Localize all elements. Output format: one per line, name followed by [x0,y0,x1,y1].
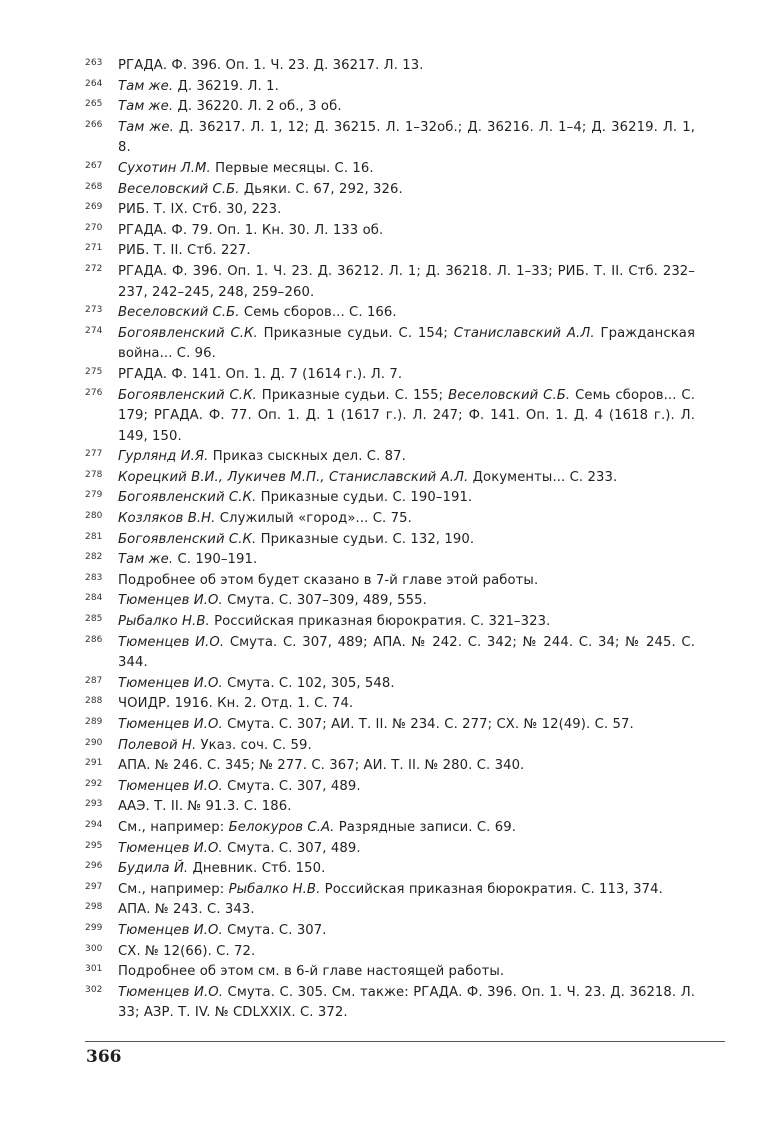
footnote-number: 278 [85,469,103,480]
footnote-citation: Российская приказная бюрократия. С. 321–323. [209,614,551,630]
footnote-citation: Служилый «город»... С. 75. [215,511,412,527]
footnote-citation-italic: Рыбалко Н.В. [228,881,321,897]
footnote-citation: Дневник. Стб. 150. [188,861,326,877]
footnote-text [118,550,695,571]
footnote-text [118,859,695,880]
footnote-citation: РИБ. Т. IX. Стб. 30, 223. [118,202,282,218]
footnote-number: 284 [85,593,103,604]
footnote-citation: Приказные судьи. С. 154; [257,325,454,341]
footnote-text [118,221,695,242]
footnote-number: 277 [85,449,103,460]
footnote-citation-italic: Тюменцев И.О. [118,675,223,691]
footnote-citation-italic: Там же. [118,78,174,94]
footnote-citation-italic: Тюменцев И.О. [118,593,223,609]
footnote-text [118,633,695,674]
footnote-text [118,200,695,221]
footnote-citation: Д. 36217. Л. 1, 12; Д. 36215. Л. 1–32об.; Д. 36216. Л. 1–4; Д. 36219. Л. 1, 8. [118,119,695,156]
footnote-number: 291 [85,758,103,769]
footnote-citation: АПА. № 243. С. 343. [118,902,255,918]
footnote-number: 282 [85,552,103,563]
footnote-citation-italic: Богоявленский С.К. [118,490,257,506]
footnote-citation-italic: Там же. [118,552,174,568]
footnote-text [118,77,695,98]
footnote-citation: Приказные судьи. С. 132, 190. [256,531,475,547]
footnote-citation-italic: Будила Й. [118,861,189,877]
footnote-text [118,56,695,77]
footnote-citation-italic: Тюменцев И.О. [118,840,223,856]
footnote [85,509,695,530]
footnote-text [118,777,695,798]
footnote-number: 263 [85,58,103,68]
footnote [85,715,695,736]
footnote-number: 299 [85,922,103,933]
footnote [85,303,695,324]
footnote-number: 270 [85,222,103,233]
footnote-citation-italic: Там же. [118,119,174,135]
footnote-text [118,694,695,715]
footnote-citation: Смута. С. 307, 489. [222,840,361,856]
footnote-text [118,324,695,365]
footnote-citation-italic: Веселовский С.Б. [448,387,571,403]
footnote-text [118,736,695,757]
footnote [85,241,695,262]
footnote-citation: Разрядные записи. С. 69. [334,819,516,835]
footnote [85,447,695,468]
footnote-number: 288 [85,696,103,707]
footnote-citation: РГАДА. Ф. 396. Оп. 1. Ч. 23. Д. 36217. Л. 13. [118,58,424,73]
footnote [85,797,695,818]
footnote-citation-italic: Богоявленский С.К. [118,387,257,403]
footnote-text [118,942,695,963]
footnote [85,530,695,551]
footnote-text [118,447,695,468]
footnote-citation: Смута. С. 307, 489; АПА. № 242. С. 342; № 244. С. 34; № 245. С. 344. [118,634,696,671]
footnote-number: 269 [85,202,103,213]
footnote [85,386,695,448]
footnote [85,962,695,983]
footnote-number: 301 [85,964,103,975]
footnote-text [118,509,695,530]
footnote-citation-italic: Там же. [118,99,174,115]
footnote-number: 281 [85,531,103,542]
footnote [85,942,695,963]
footnote-number: 290 [85,737,103,748]
footnote-citation: Д. 36220. Л. 2 об., 3 об. [173,99,342,115]
footnote [85,900,695,921]
footnote [85,612,695,633]
footnote-number: 286 [85,634,103,645]
footnote-number: 302 [85,984,103,995]
footnote-number: 296 [85,861,103,872]
footnote-citation-italic: Богоявленский С.К. [118,325,258,341]
footnote-citation-italic: Тюменцев И.О. [118,717,223,732]
footnote [85,488,695,509]
footnote-citation-italic: Сухотин Л.М. [118,160,211,176]
footnote [85,77,695,98]
footnote-citation: ААЭ. Т. II. № 91.3. С. 186. [118,799,292,815]
footnote [85,221,695,242]
footnote-citation-italic: Корецкий В.И., Лукичев М.П., Станиславский А.Л. [118,469,469,485]
footnote-citation: Смута. С. 307; АИ. Т. II. № 234. С. 277; СХ. № 12(49). С. 57. [222,717,634,732]
footnote-number: 300 [85,943,103,954]
footnote-citation-italic: Тюменцев И.О. [118,984,224,1000]
footnote-text [118,612,695,633]
footnote-citation: Д. 36219. Л. 1. [173,78,279,94]
footnote-citation: РГАДА. Ф. 79. Оп. 1. Кн. 30. Л. 133 об. [118,222,384,238]
footnote-text [118,756,695,777]
footnote-text [118,900,695,921]
footnote-number: 280 [85,511,103,522]
footnote-citation-italic: Станиславский А.Л. [453,325,595,341]
footnote [85,880,695,901]
footnote-citation-italic: Тюменцев И.О. [118,634,225,650]
footnote [85,571,695,592]
footnote-text [118,839,695,860]
footnote-number: 274 [85,325,103,336]
footnote-text [118,530,695,551]
footnote [85,633,695,674]
footnote-citation: Семь сборов... С. 179; РГАДА. Ф. 77. Оп. 1. Д. 1 (1617 г.). Л. 247; Ф. 141. Оп. 1. Д. 4 (1618 г.). Л. 149, 150. [118,387,695,444]
footnote [85,983,695,1024]
footnote-citation: Смута. С. 102, 305, 548. [222,675,395,691]
footnote-citation-italic: Гурлянд И.Я. [118,449,209,465]
footnote-number: 266 [85,119,103,130]
footnote-citation-italic: Белокуров С.А. [228,819,335,835]
footnote [85,777,695,798]
footnote [85,262,695,303]
footnote-text [118,262,695,303]
footnote [85,756,695,777]
footnote-citation: Российская приказная бюрократия. С. 113, 374. [320,881,663,897]
footnote-citation-italic: Козляков В.Н. [118,511,216,527]
footnote-number: 271 [85,243,103,254]
footnote-citation: Смута. С. 305. См. также: РГАДА. Ф. 396. Оп. 1. Ч. 23. Д. 36218. Л. 33; АЗР. Т. IV. № CDLXXIX. С. 372. [118,984,695,1021]
footnote [85,468,695,489]
footnote-citation: С. 190–191. [173,552,258,568]
footnote-citation: РГАДА. Ф. 141. Оп. 1. Д. 7 (1614 г.). Л. 7. [118,366,403,382]
footnote-citation-italic: Веселовский С.Б. [118,181,240,197]
footnote-citation: Семь сборов... С. 166. [239,305,397,321]
footnote-citation: Подробнее об этом см. в 6-й главе настоящей работы. [118,964,505,980]
footnote-citation: Указ. соч. С. 59. [196,737,312,753]
footnote-number: 265 [85,99,103,110]
footnote-citation: Дьяки. С. 67, 292, 326. [239,181,403,197]
footnote-number: 298 [85,902,103,913]
footnote-number: 292 [85,778,103,789]
footnote-citation: АПА. № 246. С. 345; № 277. С. 367; АИ. Т. II. № 280. С. 340. [118,758,525,774]
footnote [85,591,695,612]
footnote-number: 268 [85,181,103,192]
footnote [85,324,695,365]
footnote-text [118,386,695,448]
footnote [85,200,695,221]
footnote [85,818,695,839]
footnote-number: 285 [85,614,103,625]
footnote-text [118,303,695,324]
footnote-text [118,962,695,983]
footnote-citation: Смута. С. 307. [222,922,327,938]
footnote-text [118,715,695,736]
footnote [85,921,695,942]
footnote-citation: Документы... С. 233. [468,469,618,485]
footnote-text [118,674,695,695]
footnote [85,56,695,77]
page-number: 366 [86,1047,122,1067]
footnote [85,180,695,201]
footnote-citation-italic: Полевой Н. [118,737,197,753]
footnote-citation-italic: Веселовский С.Б. [118,305,240,321]
footnote-number: 289 [85,717,103,727]
footnote [85,550,695,571]
footnote-number: 294 [85,819,103,830]
footnote-number: 293 [85,799,103,810]
footnote-citation: Смута. С. 307, 489. [222,778,361,794]
footnote-number: 287 [85,675,103,686]
footnote-citation: Гражданская война... С. 96. [118,325,695,362]
footnote-citation: РГАДА. Ф. 396. Оп. 1. Ч. 23. Д. 36212. Л. 1; Д. 36218. Л. 1–33; РИБ. Т. II. Стб. 232–237, 242–245, 248, 259–260. [118,263,695,300]
footnote [85,736,695,757]
footnote-number: 275 [85,366,103,377]
footnote-number: 295 [85,840,103,851]
footnote-number: 276 [85,387,103,398]
footnote-number: 297 [85,881,103,892]
footnote-citation: Первые месяцы. С. 16. [210,160,374,176]
footnote-number: 273 [85,305,103,316]
footnote-text [118,818,695,839]
footnote [85,694,695,715]
footnote-citation: Подробнее об этом будет сказано в 7-й главе этой работы. [118,572,539,588]
footnote [85,365,695,386]
footnote-list [85,56,695,1024]
footnote-citation: РИБ. Т. II. Стб. 227. [118,243,251,259]
footnote-text [118,365,695,386]
footnote-citation: Смута. С. 307–309, 489, 555. [222,593,427,609]
footnote-text [118,571,695,592]
footnote-number: 279 [85,490,103,501]
footnote-citation-italic: Тюменцев И.О. [118,778,223,794]
footnote-citation-italic: Тюменцев И.О. [118,922,223,938]
footnote-citation: ЧОИДР. 1916. Кн. 2. Отд. 1. С. 74. [118,696,354,712]
footnote-text [118,983,695,1024]
footnote-text [118,591,695,612]
footnote-number: 264 [85,78,103,89]
footnote-number: 283 [85,572,103,583]
footnote-number: 272 [85,263,103,274]
footnote [85,159,695,180]
footnote-citation-italic: Рыбалко Н.В. [118,614,210,630]
footnote-text [118,468,695,489]
footnote-text [118,880,695,901]
footnote-citation: Приказные судьи. С. 190–191. [256,490,473,506]
footnote [85,97,695,118]
footnote-number: 267 [85,160,103,171]
footnote-citation: См., например: [118,881,229,897]
footnote-text [118,921,695,942]
footnote-text [118,118,695,159]
footnote-text [118,797,695,818]
footnote [85,859,695,880]
footnote-citation: Приказ сыскных дел. С. 87. [208,449,406,465]
footnote-text [118,180,695,201]
footnote-text [118,159,695,180]
footnote [85,839,695,860]
footnote-text [118,488,695,509]
footnote [85,118,695,159]
footnote-citation-italic: Богоявленский С.К. [118,531,257,547]
footnote-citation: Приказные судьи. С. 155; [256,387,449,403]
footer-rule [85,1041,725,1042]
footnote-citation: См., например: [118,819,229,835]
footnote-citation: СХ. № 12(66). С. 72. [118,943,256,959]
footnote-text [118,241,695,262]
footnote-text [118,97,695,118]
footnote [85,674,695,695]
